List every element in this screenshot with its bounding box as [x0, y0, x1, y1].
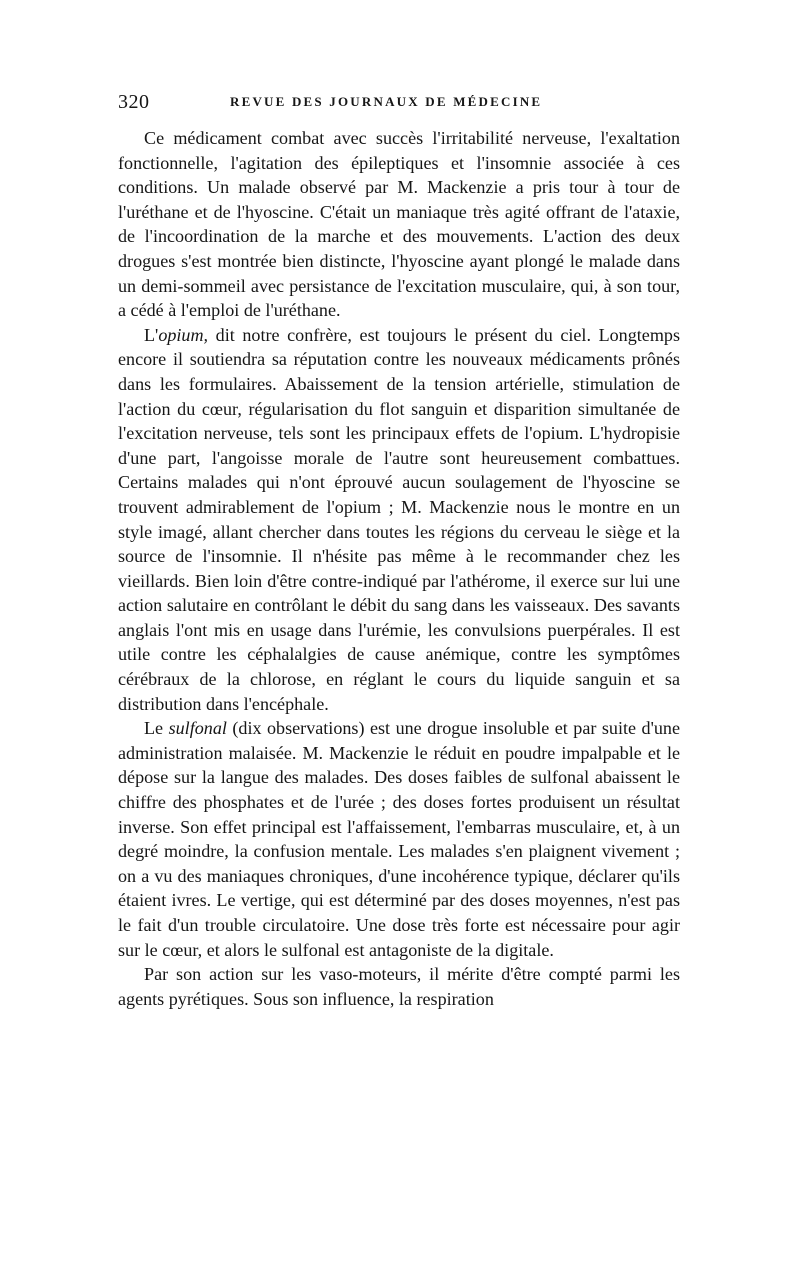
paragraph-text: Ce médicament combat avec succès l'irritabilité nerveuse, l'exaltation fonctionnelle, l'agitation des épileptiques et l'insomnie associée à ces conditions. Un malade observé par M. Mackenzie a pris tour à tour de l'uréthane et de l'hyoscine. C'était un maniaque très agité offrant de l'ataxie, de l'incoordination de la marche et des mouvements. L'action des deux drogues s'est montrée bien distincte, l'hyoscine ayant plongé le malade dans un demi-sommeil avec persistance de l'excitation musculaire, qui, à son tour, a cédé à l'emploi de l'uréthane.	[118, 128, 680, 321]
journal-title: REVUE DES JOURNAUX DE MÉDECINE	[230, 94, 543, 109]
paragraph-lead: L'	[144, 324, 159, 345]
paragraph-opium	[118, 323, 680, 717]
paragraph-sulfonal	[118, 716, 680, 962]
running-head	[118, 90, 680, 120]
book-page	[118, 90, 680, 1011]
body-text	[118, 126, 680, 1011]
italic-term-opium: opium,	[158, 324, 209, 345]
paragraph-vaso-moteurs	[118, 962, 680, 1011]
page-number: 320	[118, 91, 150, 113]
paragraph-uréthane-hyoscine	[118, 126, 680, 323]
italic-term-sulfonal: sulfonal	[168, 718, 227, 739]
paragraph-lead: Le	[144, 718, 169, 739]
paragraph-text: Par son action sur les vaso-moteurs, il mérite d'être compté parmi les agents pyrétiques. Sous son influence, la respiration	[118, 964, 680, 1009]
paragraph-text: (dix observations) est une drogue insoluble et par suite d'une administration malaisée. M. Mackenzie le réduit en poudre impalpable et le dépose sur la langue des malades. Des doses faibles de sulfonal abaissent le chiffre des phosphates et de l'urée ; des doses fortes produisent un résultat inverse. Son effet principal est l'affaissement, l'embarras musculaire, et, à un degré moindre, la confusion mentale. Les malades s'en plaignent vivement ; on a vu des maniaques chroniques, d'une incohérence typique, déclarer qu'ils étaient ivres. Le vertige, qui est déterminé par des doses moyennes, n'est pas le fait d'un trouble circulatoire. Une dose très forte est nécessaire pour agir sur le cœur, et alors le sulfonal est antagoniste de la digitale.	[118, 718, 680, 960]
paragraph-text: dit notre confrère, est toujours le présent du ciel. Longtemps encore il soutiendra sa réputation contre les nouveaux médicaments prônés dans les formulaires. Abaissement de la tension artérielle, stimulation de l'action du cœur, régularisation du flot sanguin et disparition simultanée de l'excitation nerveuse, tels sont les principaux effets de l'opium. L'hydropisie d'une part, l'angoisse morale de l'autre sont heureusement combattues. Certains malades qui n'ont éprouvé aucun soulagement de l'hyoscine se trouvent admirablement de l'opium ; M. Mackenzie nous le montre en un style imagé, allant chercher dans toutes les régions du cerveau le siège et la source de l'insomnie. Il n'hésite pas même à le recommander chez les vieillards. Bien loin d'être contre-indiqué par l'athérome, il exerce sur lui une action salutaire en contrôlant le débit du sang dans les vaisseaux. Des savants anglais l'ont mis en usage dans l'urémie, les convulsions puerpérales. Il est utile contre les céphalalgies de cause anémique, contre les symptômes cérébraux de la chlorose, en réglant le cours du liquide sanguin et sa distribution dans l'encéphale.	[118, 324, 680, 714]
